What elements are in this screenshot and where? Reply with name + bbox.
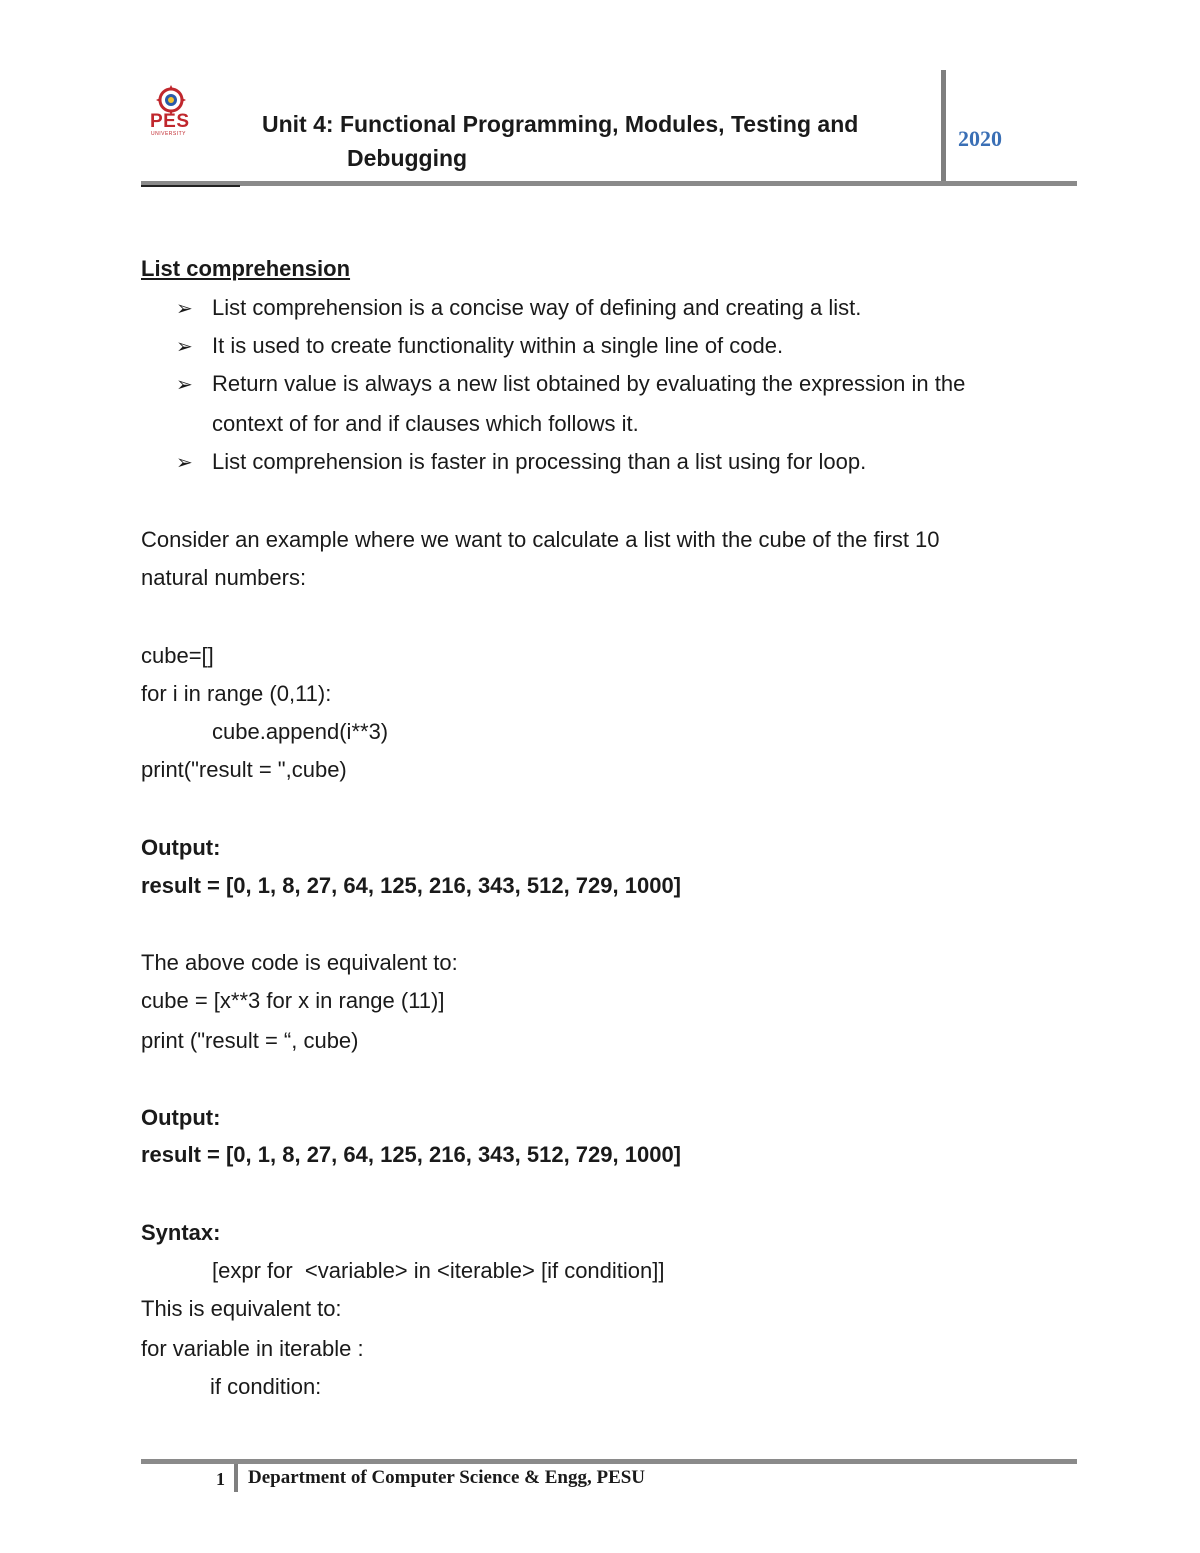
output-label: Output: bbox=[141, 1105, 221, 1130]
bullet-arrow-icon: ➢ bbox=[176, 374, 193, 396]
example-intro-continuation: natural numbers: bbox=[141, 565, 307, 590]
section-title: List comprehension bbox=[141, 256, 351, 281]
bullet-item: It is used to create functionality within a single line of code. bbox=[212, 333, 784, 358]
header-year: 2020 bbox=[958, 126, 1002, 151]
logo-text: PES bbox=[150, 111, 190, 132]
bullet-arrow-icon: ➢ bbox=[176, 298, 193, 320]
code-line: for i in range (0,11): bbox=[141, 681, 332, 706]
syntax-equivalent-line-indented: if condition: bbox=[210, 1374, 322, 1399]
page-number: 1 bbox=[216, 1469, 225, 1489]
bullet-item-continuation: context of for and if clauses which follows it. bbox=[212, 411, 639, 436]
output-label: Output: bbox=[141, 835, 221, 860]
equivalent-label: The above code is equivalent to: bbox=[141, 950, 458, 975]
syntax-equivalent-label: This is equivalent to: bbox=[141, 1296, 342, 1321]
header-divider-accent bbox=[141, 185, 240, 187]
syntax-equivalent-line: for variable in iterable : bbox=[141, 1336, 364, 1361]
output-value: result = [0, 1, 8, 27, 64, 125, 216, 343, 512, 729, 1000] bbox=[141, 873, 681, 898]
document-title-line1: Unit 4: Functional Programming, Modules, Testing and bbox=[262, 111, 859, 137]
bullet-arrow-icon: ➢ bbox=[176, 336, 193, 358]
footer-department: Department of Computer Science & Engg, PESU bbox=[248, 1467, 646, 1488]
code-line-indented: cube.append(i**3) bbox=[212, 719, 389, 744]
code-line: print("result = ",cube) bbox=[141, 757, 347, 782]
example-intro: Consider an example where we want to calculate a list with the cube of the first 10 bbox=[141, 527, 940, 552]
footer-divider bbox=[141, 1459, 1077, 1464]
logo-subtext: UNIVERSITY bbox=[151, 131, 187, 137]
footer-divider-vertical bbox=[234, 1464, 238, 1492]
syntax-label: Syntax: bbox=[141, 1220, 221, 1245]
output-value: result = [0, 1, 8, 27, 64, 125, 216, 343, 512, 729, 1000] bbox=[141, 1142, 681, 1167]
syntax-form: [expr for <variable> in <iterable> [if condition]] bbox=[212, 1258, 665, 1283]
bullet-item: List comprehension is a concise way of defining and creating a list. bbox=[212, 295, 862, 320]
header-divider-vertical bbox=[941, 70, 946, 183]
code-line: print ("result = “, cube) bbox=[141, 1028, 359, 1053]
code-line: cube=[] bbox=[141, 643, 214, 668]
bullet-arrow-icon: ➢ bbox=[176, 452, 193, 474]
header-divider bbox=[141, 181, 1077, 186]
document-title-line2: Debugging bbox=[347, 145, 468, 171]
code-line: cube = [x**3 for x in range (11)] bbox=[141, 988, 445, 1013]
bullet-item: Return value is always a new list obtained by evaluating the expression in the bbox=[212, 371, 966, 396]
bullet-item: List comprehension is faster in processing than a list using for loop. bbox=[212, 449, 867, 474]
